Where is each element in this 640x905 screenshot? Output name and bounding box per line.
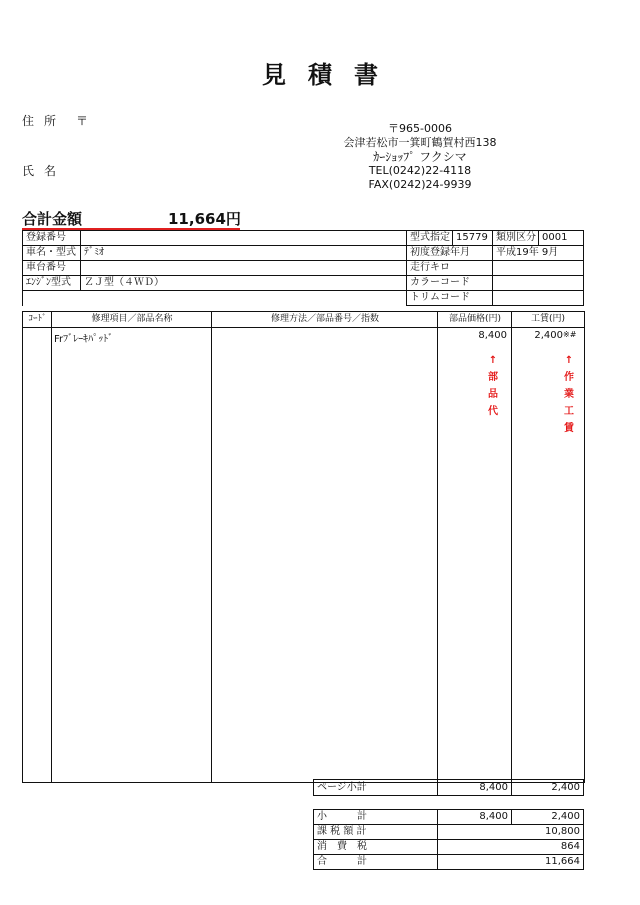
column-divider [437,312,438,782]
header-item: 修理項目／部品名称 [91,314,173,324]
reg-no-label: 登録番号 [23,231,81,246]
shop-info [330,122,510,192]
header-method: 修理方法／部品番号／指数 [270,314,379,324]
page-subtotal-parts: 8,400 [438,780,512,796]
item-labor: 2,400 [534,330,563,341]
table-row [23,276,584,291]
summary-label: 合 計 [314,855,438,870]
summary-value: 11,664 [438,855,584,870]
table-row [23,291,584,306]
summary-value: 10,800 [438,825,584,840]
summary-parts: 8,400 [438,810,512,825]
item-parts-price: 8,400 [478,330,507,341]
postal-mark: 〒 [76,114,89,128]
model-label: 車名・型式 [23,246,81,261]
color-label: カラーコード [407,276,493,291]
parts-annotation-text: 部品代 [488,372,498,417]
column-divider [211,312,212,782]
table-row [314,825,584,840]
document-title: 見積書 [262,61,400,89]
mileage-label: 走行キロ [407,261,493,276]
address-label: 住所 [22,114,67,128]
summary-table [313,809,584,870]
class-label: 類別区分 [493,231,539,246]
table-row [314,780,584,796]
labor-annotation [558,352,580,437]
shop-address: 会津若松市一箕町鶴賀村西138 [343,136,497,149]
summary-labor: 2,400 [512,810,584,825]
first-reg-label: 初度登録年月 [407,246,493,261]
summary-value: 864 [438,840,584,855]
up-arrow-icon: ↑ [564,355,574,366]
items-table [22,311,585,783]
chassis-value [81,261,407,276]
type-spec-label: 型式指定 [407,231,453,246]
page-subtotal-labor: 2,400 [512,780,584,796]
table-row [314,840,584,855]
shop-fax: FAX(0242)24-9939 [368,178,472,191]
chassis-label: 車台番号 [23,261,81,276]
type-spec-value: 15779 [453,231,493,246]
engine-value: ＺＪ型（４ＷＤ） [81,276,407,291]
engine-label: ｴﾝｼﾞﾝ型式 [23,276,81,291]
table-row [23,246,584,261]
class-value: 0001 [539,231,584,246]
summary-label: 小 計 [314,810,438,825]
header-labor: 工賃(円) [530,314,566,324]
table-row [314,855,584,870]
column-divider [51,312,52,782]
empty-cell [23,291,407,306]
parts-annotation [482,352,504,420]
shop-tel: TEL(0242)22-4118 [368,164,472,177]
first-reg-value: 平成19年 9月 [493,246,584,261]
table-row [23,261,584,276]
item-labor-mark: ※# [563,330,577,339]
page-subtotal-table [313,779,584,796]
total-amount-label: 合計金額 [22,210,83,228]
table-row [23,231,584,246]
column-divider [511,312,512,782]
total-amount-value: 11,664円 [168,210,241,228]
color-value [493,276,584,291]
model-value: ﾃﾞﾐｵ [81,246,407,261]
summary-label: 消 費 税 [314,840,438,855]
name-label: 氏名 [22,164,67,178]
labor-annotation-text: 作業工賃 [564,372,574,434]
vehicle-info-table [22,230,584,306]
summary-label: 課 税 額 計 [314,825,438,840]
shop-name: ｶｰｼｮｯﾌﾟ フクシマ [373,150,467,164]
trim-label: トリムコード [407,291,493,306]
table-row [314,810,584,825]
shop-postal: 〒965-0006 [388,122,452,135]
up-arrow-icon: ↑ [488,355,498,366]
header-code: ｺｰﾄﾞ [28,314,47,324]
header-parts-price: 部品価格(円) [448,314,502,324]
item-name: Frﾌﾞﾚｰｷﾊﾟｯﾄﾞ [54,334,114,345]
page-subtotal-label: ページ小計 [314,780,438,796]
trim-value [493,291,584,306]
reg-no-value [81,231,407,246]
mileage-value [493,261,584,276]
